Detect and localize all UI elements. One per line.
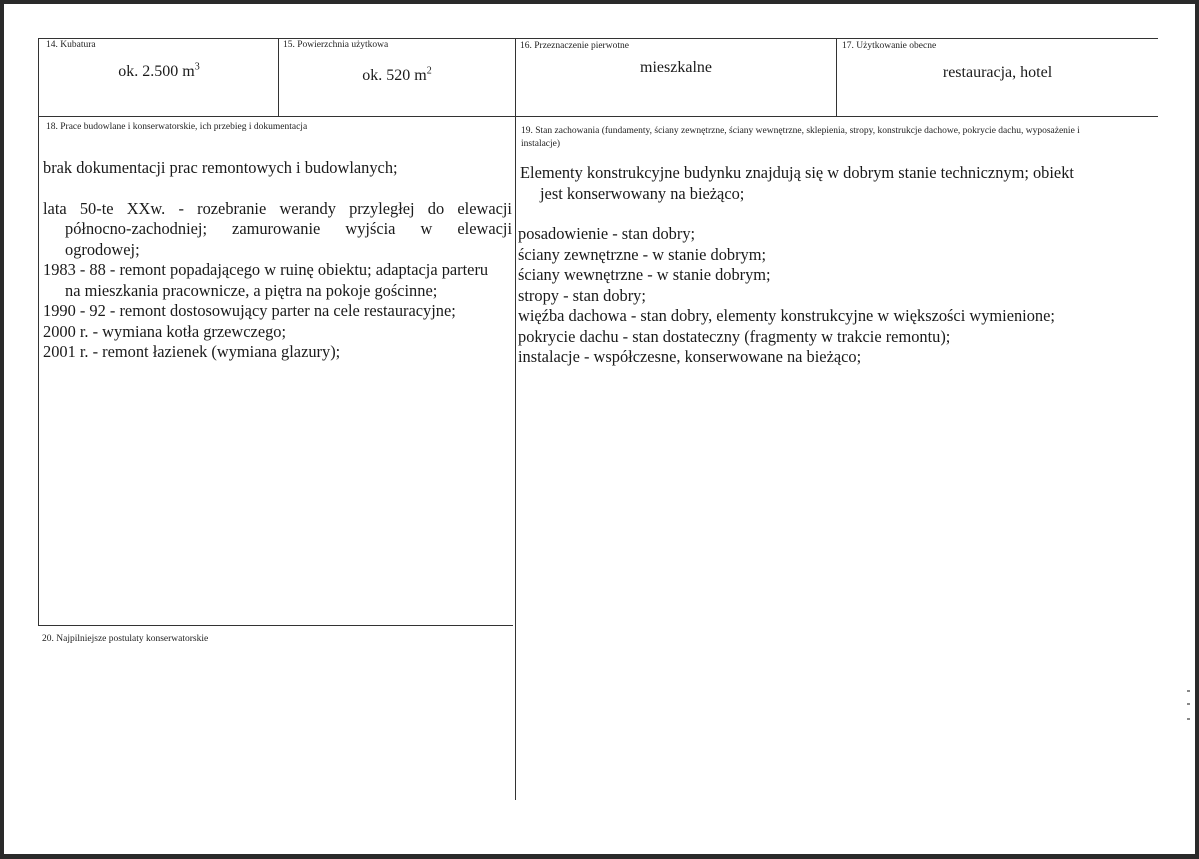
field-18-line: 2001 r. - remont łazienek (wymiana glazury); — [43, 342, 341, 361]
field-14-unit-sup: 3 — [194, 61, 200, 73]
field-19-intro-line1: Elementy konstrukcyjne budynku znajdują się w dobrym stanie technicznym; obiekt — [520, 163, 1074, 182]
field-19-label — [521, 125, 1161, 151]
field-20-label: 20. Najpilniejsze postulaty konserwatorskie — [42, 634, 209, 644]
field-15-value-text: ok. 520 m — [362, 67, 427, 84]
grid-line-top — [38, 38, 1158, 39]
field-15-label: 15. Powierzchnia użytkowa — [283, 40, 389, 50]
field-15-value — [279, 67, 515, 85]
field-19-line: stropy - stan dobry; — [518, 285, 646, 305]
field-18-line: 1990 - 92 - remont dostosowujący parter na cele restauracyjne; — [43, 301, 456, 320]
field-16-label: 16. Przeznaczenie pierwotne — [520, 41, 629, 51]
field-19-intro-line2: jest konserwowany na bieżąco; — [540, 183, 745, 203]
field-19-line: pokrycie dachu - stan dostateczny (fragmenty w trakcie remontu); — [518, 326, 951, 346]
field-18-line: ogrodowej; — [65, 239, 140, 259]
field-17-value: restauracja, hotel — [942, 64, 1053, 81]
field-19-spacer — [518, 204, 1158, 224]
field-18-line: 2000 r. - wymiana kotła grzewczego; — [43, 321, 287, 341]
grid-line-left — [38, 38, 39, 626]
frame-right-border — [1195, 0, 1199, 859]
field-19-label-line1: 19. Stan zachowania (fundamenty, ściany zewnętrzne, ściany wewnętrzne, sklepienia, stropy, konstrukcje dachowe, pokrycie dachu, wyposażenie i — [521, 126, 1080, 136]
frame-left-border — [0, 0, 4, 859]
scan-mark — [1187, 690, 1190, 692]
grid-line-row1-bottom — [38, 116, 1158, 117]
field-14-value — [40, 63, 278, 81]
field-18-label: 18. Prace budowlane i konserwatorskie, ich przebieg i dokumentacja — [46, 122, 308, 132]
field-14-value-text: ok. 2.500 m — [118, 63, 195, 80]
scan-mark — [1187, 703, 1190, 705]
field-19-line: posadowienie - stan dobry; — [518, 224, 696, 243]
grid-line-field20-top — [38, 625, 513, 626]
field-18-content — [43, 158, 512, 363]
field-17-label: 17. Użytkowanie obecne — [842, 41, 937, 51]
frame-bottom-border — [0, 854, 1199, 859]
field-18-line: na mieszkania pracownicze, a piętra na pokoje gościnne; — [65, 280, 438, 300]
field-19-line: więźba dachowa - stan dobry, elementy konstrukcyjne w większości wymienione; — [518, 306, 1055, 325]
field-18-intro: brak dokumentacji prac remontowych i budowlanych; — [43, 158, 398, 177]
field-18-line: północno-zachodniej; zamurowanie wyjścia w elewacji — [65, 219, 512, 238]
field-19-content — [518, 163, 1158, 368]
field-18-line: 1983 - 88 - remont popadającego w ruinę obiektu; adaptacja parteru — [43, 260, 489, 279]
field-14-label: 14. Kubatura — [46, 40, 96, 50]
field-19-line: instalacje - współczesne, konserwowane na bieżąco; — [518, 347, 862, 366]
field-18-line: lata 50-te XXw. - rozebranie werandy przyległej do elewacji — [43, 198, 512, 218]
field-19-line: ściany zewnętrzne - w stanie dobrym; — [518, 244, 767, 264]
field-18-spacer — [43, 179, 512, 199]
scan-mark — [1187, 718, 1190, 720]
field-19-label-line2: instalacje) — [521, 139, 561, 149]
field-15-unit-sup: 2 — [426, 65, 432, 77]
frame-top-border — [0, 0, 1199, 4]
field-19-line: ściany wewnętrzne - w stanie dobrym; — [518, 265, 771, 284]
field-16-value: mieszkalne — [640, 59, 712, 76]
grid-line-center — [515, 38, 516, 800]
